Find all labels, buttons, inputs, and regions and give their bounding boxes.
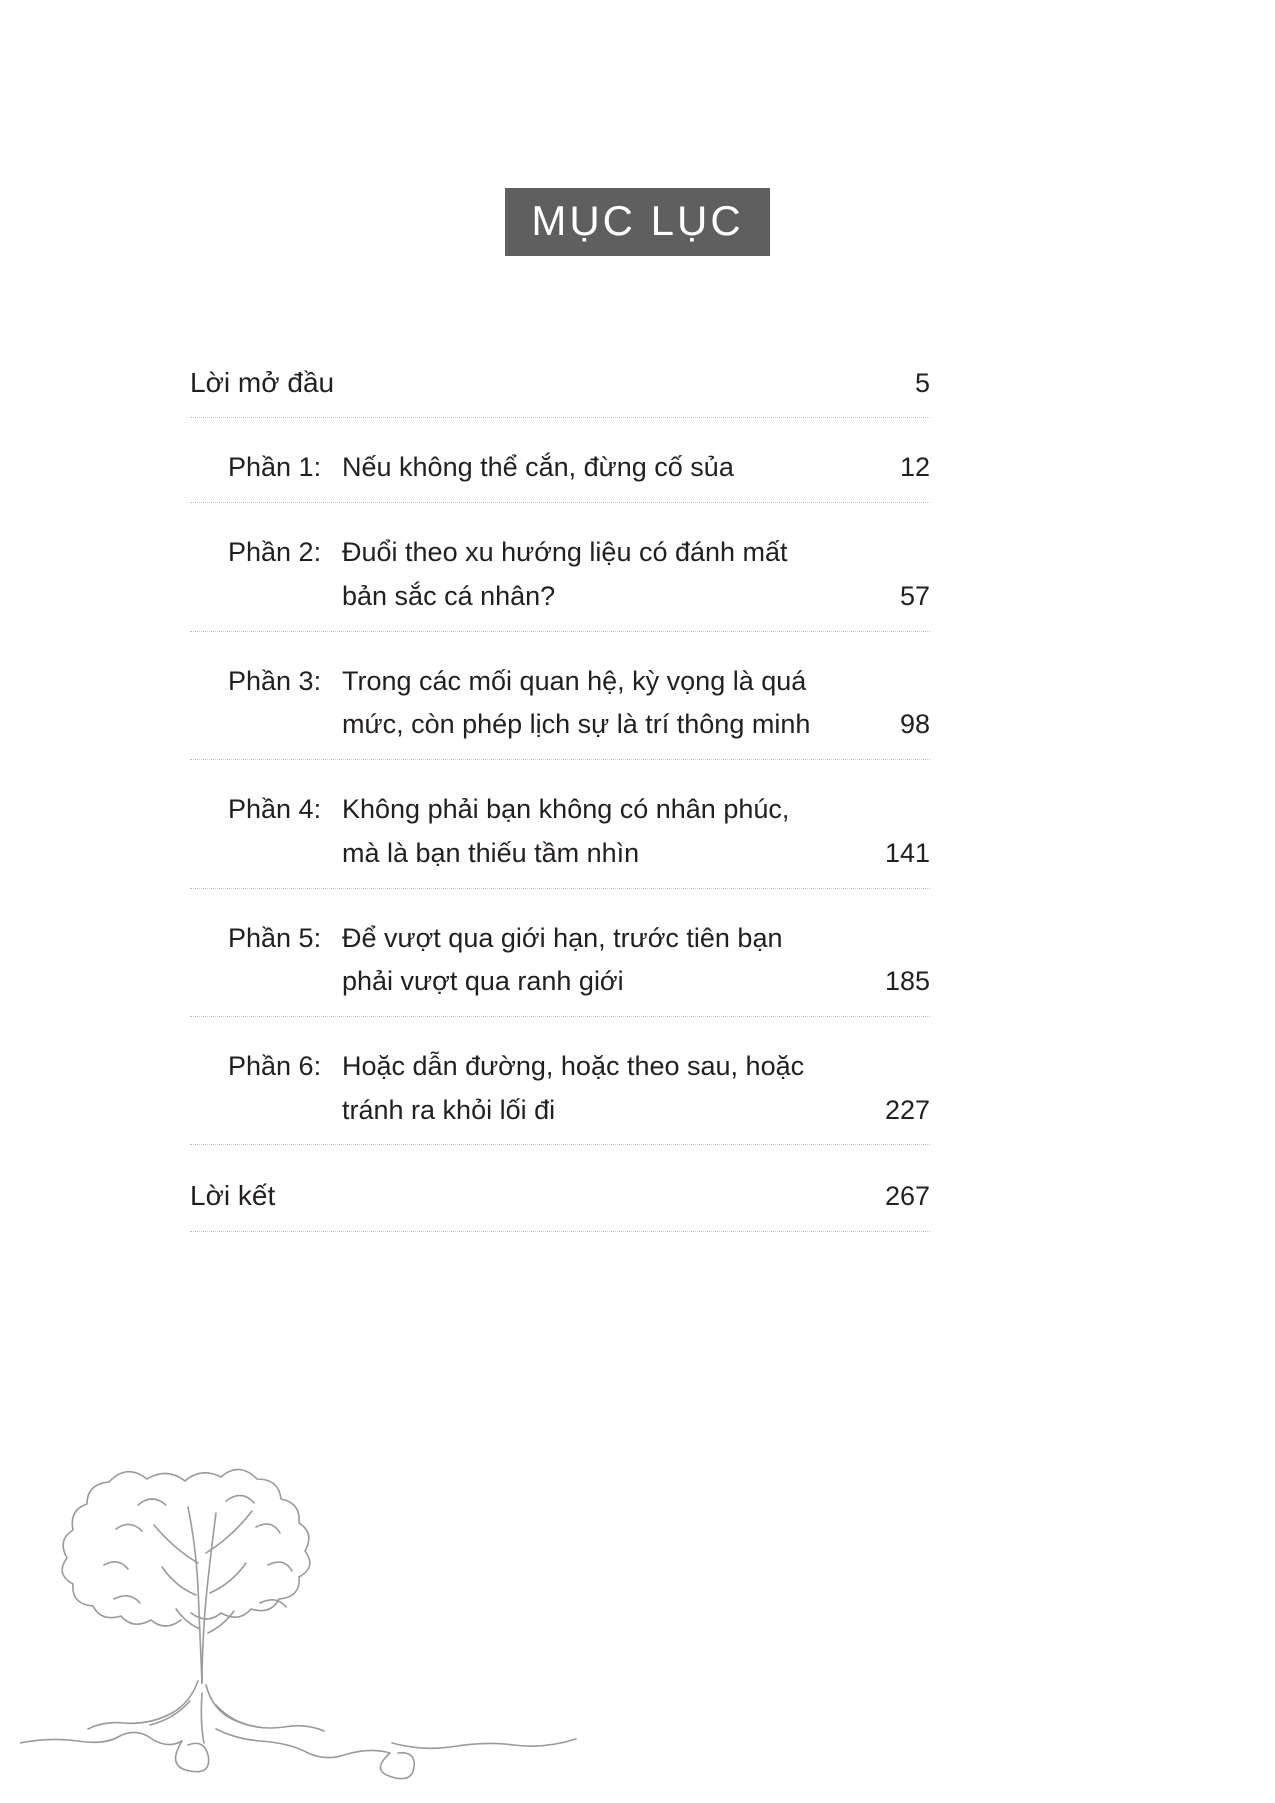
toc-entry-page: 98: [899, 709, 930, 740]
toc-entry-label: Phần 4:: [228, 794, 322, 825]
toc-entry-title: Để vượt qua giới hạn, trước tiên bạn phải vượt qua ranh giới: [342, 922, 783, 997]
toc-entry-label: Phần 1:: [228, 452, 322, 483]
toc-entry-title: Lời mở đầu: [190, 367, 335, 398]
toc-entry-page: 12: [899, 452, 930, 483]
toc-entry-page: 267: [884, 1181, 930, 1212]
toc-entry-title: Trong các mối quan hệ, kỳ vọng là quá mức, còn phép lịch sự là trí thông minh: [342, 665, 811, 740]
toc-entry[interactable]: [190, 917, 930, 1017]
toc-entry[interactable]: [190, 1173, 930, 1231]
toc-entry-main: [190, 788, 820, 875]
toc-entry[interactable]: [190, 788, 930, 888]
toc-entry-page: 185: [884, 966, 930, 997]
toc-entry-label: Phần 2:: [228, 537, 322, 568]
toc-entry-page: 57: [899, 580, 930, 611]
toc-entry-label: Phần 6:: [228, 1050, 322, 1081]
toc-entry[interactable]: [190, 660, 930, 760]
toc-entry-page: 141: [884, 837, 930, 868]
toc-entry[interactable]: [190, 360, 930, 418]
toc-entry-title: Không phải bạn không có nhân phúc, mà là bạn thiếu tầm nhìn: [342, 794, 790, 868]
table-of-contents: [190, 360, 930, 1232]
tree-illustration: [20, 1443, 580, 1803]
toc-entry-main: [190, 531, 820, 618]
toc-entry-main: [190, 360, 820, 405]
toc-entry-page: 227: [884, 1094, 930, 1125]
toc-entry-title: Đuổi theo xu hướng liệu có đánh mất bản sắc cá nhân?: [342, 537, 788, 611]
toc-entry[interactable]: [190, 531, 930, 631]
toc-entry-title: Nếu không thể cắn, đừng cố sủa: [342, 452, 734, 483]
toc-entry-page: 5: [914, 367, 930, 398]
toc-entry-main: [190, 660, 820, 747]
page-title: [0, 188, 1275, 256]
toc-entry[interactable]: [190, 446, 930, 503]
toc-entry-label: Phần 3:: [228, 665, 322, 696]
page-title-text: MỤC LỤC: [505, 188, 769, 256]
toc-entry-main: [190, 917, 820, 1004]
toc-entry-title: Lời kết: [190, 1180, 276, 1212]
toc-entry[interactable]: [190, 1045, 930, 1145]
toc-entry-main: [190, 1045, 820, 1132]
toc-entry-label: Phần 5:: [228, 922, 322, 953]
toc-entry-main: [190, 1173, 820, 1218]
toc-entry-title: Hoặc dẫn đường, hoặc theo sau, hoặc tránh ra khỏi lối đi: [342, 1050, 805, 1125]
toc-entry-main: [190, 446, 820, 490]
